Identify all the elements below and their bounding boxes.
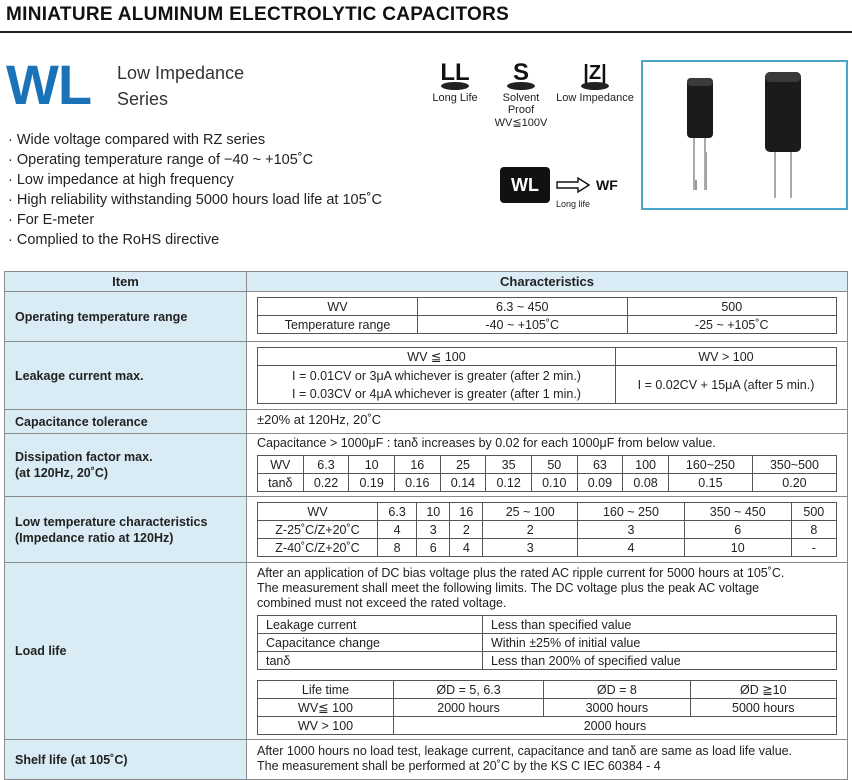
cell: 3: [578, 521, 685, 539]
low-impedance-icon: |Z|: [577, 60, 613, 90]
shelf-text2: The measurement shall be performed at 20˚C by the KS C IEC 60384 - 4: [257, 759, 661, 773]
cell: [258, 366, 616, 404]
cell: ØD = 8: [544, 681, 690, 699]
series-name-line1: Low Impedance: [117, 63, 245, 83]
cell: 0.15: [668, 474, 752, 492]
capacitor-photo-icon: [643, 62, 846, 208]
row-label-load-life: Load life: [5, 563, 247, 740]
leakage-line1: I = 0.01CV or 3μA whichever is greater (after 2 min.): [292, 368, 581, 383]
cell: 100: [623, 456, 669, 474]
low-temp-label1: Low temperature characteristics: [15, 514, 208, 529]
cell: 4: [578, 539, 685, 557]
feature-list: [8, 130, 382, 250]
cell: 8: [378, 539, 417, 557]
cell: 5000 hours: [690, 699, 836, 717]
cell: 3: [417, 521, 450, 539]
load-life-limits-table: [257, 615, 837, 670]
arrow-right-icon: [556, 177, 590, 193]
cell: 8: [791, 521, 836, 539]
cell: -: [791, 539, 836, 557]
cell: 500: [791, 503, 836, 521]
dissipation-table: [257, 455, 837, 492]
cell: I = 0.02CV + 15μA (after 5 min.): [616, 366, 837, 404]
cell: tanδ: [258, 652, 483, 670]
cell: 6.3 ~ 450: [418, 298, 628, 316]
cell: 16: [394, 456, 440, 474]
cell: 350 ~ 450: [684, 503, 791, 521]
cell: -25 ~ +105˚C: [627, 316, 837, 334]
cell: 0.08: [623, 474, 669, 492]
leakage-line2: I = 0.03CV or 4μA whichever is greater (after 1 min.): [292, 386, 581, 401]
low-temp-label2: (Impedance ratio at 120Hz): [15, 530, 174, 545]
cell: 3000 hours: [544, 699, 690, 717]
cell: tanδ: [258, 474, 304, 492]
cell: 4: [450, 539, 483, 557]
feature-item: · Complied to the RoHS directive: [8, 230, 382, 250]
leakage-table: [257, 347, 837, 404]
series-name: [117, 60, 244, 112]
cell: Life time: [258, 681, 394, 699]
cell: 6.3: [303, 456, 349, 474]
badge-sub: WV≦100V: [494, 117, 548, 129]
cell: 10: [684, 539, 791, 557]
series-from-box: WL: [500, 167, 550, 203]
long-life-icon: LL: [437, 60, 473, 90]
cell: Z-25˚C/Z+20˚C: [258, 521, 378, 539]
cell: ØD ≧10: [690, 681, 836, 699]
badge-label: Long Life: [432, 92, 478, 104]
dissipation-label2: (at 120Hz, 20˚C): [15, 466, 109, 480]
cell: 0.09: [577, 474, 623, 492]
cell: 0.20: [752, 474, 836, 492]
cell: 2000 hours: [394, 699, 544, 717]
cell: 35: [486, 456, 532, 474]
cell: 63: [577, 456, 623, 474]
shelf-text1: After 1000 hours no load test, leakage current, capacitance and tanδ are same as load life value.: [257, 744, 793, 758]
cell: 0.22: [303, 474, 349, 492]
header-characteristics: Characteristics: [247, 272, 848, 292]
feature-item: · Low impedance at high frequency: [8, 170, 382, 190]
dissipation-label1: Dissipation factor max.: [15, 450, 153, 464]
cell: 0.12: [486, 474, 532, 492]
cell: 500: [627, 298, 837, 316]
cell: 3: [483, 539, 578, 557]
load-life-text2: The measurement shall meet the following limits. The DC voltage plus the peak AC voltage: [257, 581, 760, 595]
cell: WV≦ 100: [258, 699, 394, 717]
cell: WV ≦ 100: [258, 348, 616, 366]
cell: Z-40˚C/Z+20˚C: [258, 539, 378, 557]
document-title: MINIATURE ALUMINUM ELECTROLYTIC CAPACITORS: [6, 4, 510, 25]
feature-item: · Wide voltage compared with RZ series: [8, 130, 382, 150]
solvent-proof-icon: S: [503, 60, 539, 90]
cell: 6.3: [378, 503, 417, 521]
cell: Within ±25% of initial value: [483, 634, 837, 652]
series-to: WF: [596, 177, 618, 193]
badge-low-impedance: [556, 60, 634, 104]
cell: 160~250: [668, 456, 752, 474]
cell: 6: [417, 539, 450, 557]
cell: Capacitance change: [258, 634, 483, 652]
cell: Leakage current: [258, 616, 483, 634]
load-life-text3: combined must not exceed the rated voltage.: [257, 596, 507, 610]
cell: 4: [378, 521, 417, 539]
cell: 16: [450, 503, 483, 521]
cell: 25 ~ 100: [483, 503, 578, 521]
cap-tol-value: ±20% at 120Hz, 20˚C: [247, 410, 848, 434]
badge-long-life: [430, 60, 480, 104]
cell: 10: [349, 456, 395, 474]
row-label-leakage: Leakage current max.: [5, 342, 247, 410]
cell: 0.16: [394, 474, 440, 492]
cell: 2000 hours: [394, 717, 837, 735]
cell: Less than specified value: [483, 616, 837, 634]
feature-item: · For E-meter: [8, 210, 382, 230]
cell: WV: [258, 456, 304, 474]
series-code: WL: [6, 53, 92, 116]
characteristics-table: [4, 271, 848, 780]
row-label-op-temp: Operating temperature range: [5, 292, 247, 342]
row-label-low-temp: [5, 497, 247, 563]
cell: ØD = 5, 6.3: [394, 681, 544, 699]
title-rule: [0, 31, 852, 33]
series-name-line2: Series: [117, 89, 169, 109]
low-temp-table: [257, 502, 837, 557]
badge-label: Solvent Proof: [502, 92, 540, 116]
load-life-hours-table: [257, 680, 837, 735]
cell: -40 ~ +105˚C: [418, 316, 628, 334]
cell: 2: [483, 521, 578, 539]
dissipation-note: Capacitance > 1000μF : tanδ increases by 0.02 for each 1000μF from below value.: [257, 436, 716, 450]
cell: 0.19: [349, 474, 395, 492]
cell: WV > 100: [258, 717, 394, 735]
cell: Temperature range: [258, 316, 418, 334]
feature-item: · Operating temperature range of −40 ~ +105˚C: [8, 150, 382, 170]
load-life-text1: After an application of DC bias voltage plus the rated AC ripple current for 5000 hours at 105˚C.: [257, 566, 785, 580]
feature-item: · High reliability withstanding 5000 hours load life at 105˚C: [8, 190, 382, 210]
badge-solvent-proof: [488, 60, 554, 129]
row-label-cap-tol: Capacitance tolerance: [5, 410, 247, 434]
cell: WV: [258, 298, 418, 316]
badge-label: Low Impedance: [556, 92, 634, 104]
derivation-caption: Long life: [556, 199, 591, 209]
cell: 50: [531, 456, 577, 474]
cell: 25: [440, 456, 486, 474]
row-label-dissipation: [5, 434, 247, 497]
product-photo: [641, 60, 848, 210]
cell: 350~500: [752, 456, 836, 474]
cell: Less than 200% of specified value: [483, 652, 837, 670]
cell: 2: [450, 521, 483, 539]
cell: WV: [258, 503, 378, 521]
cell: 160 ~ 250: [578, 503, 685, 521]
cell: 6: [684, 521, 791, 539]
op-temp-table: [257, 297, 837, 334]
cell: WV > 100: [616, 348, 837, 366]
cell: 0.14: [440, 474, 486, 492]
cell: 0.10: [531, 474, 577, 492]
row-label-shelf-life: Shelf life (at 105˚C): [5, 740, 247, 780]
cell: 10: [417, 503, 450, 521]
header-item: Item: [5, 272, 247, 292]
